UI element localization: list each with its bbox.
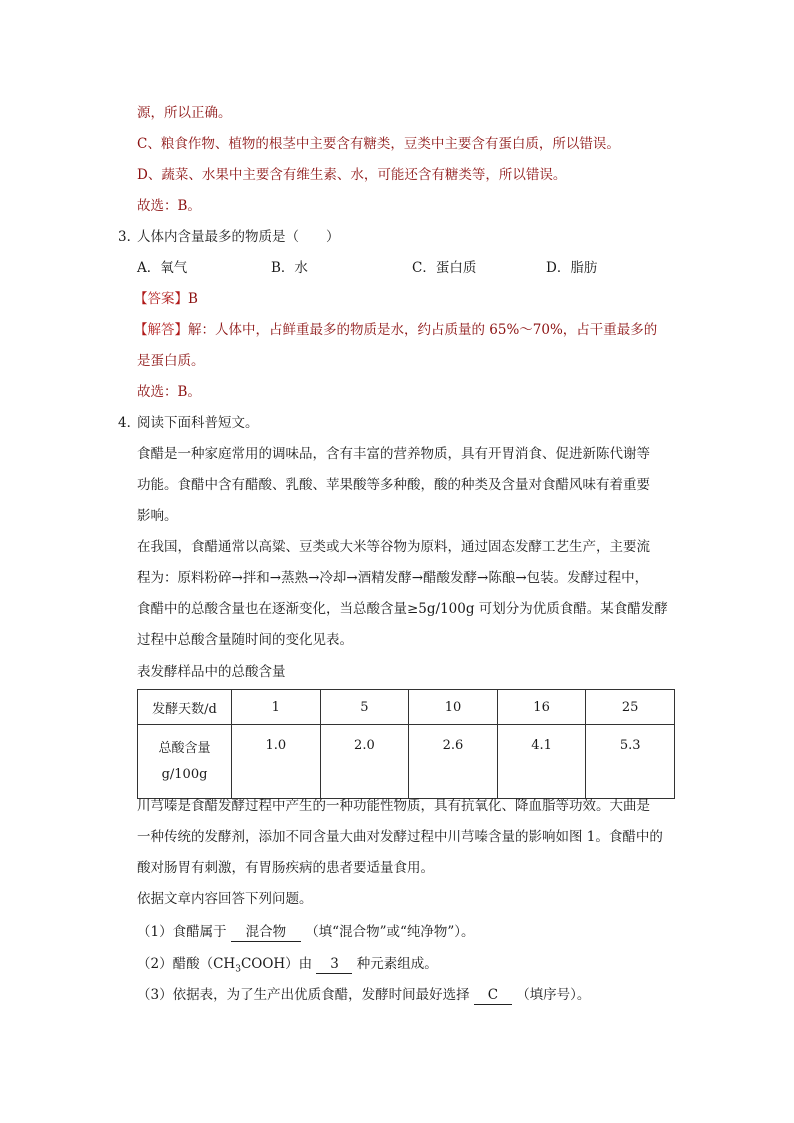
sub3-suffix: （填序号）。 [516, 987, 591, 1003]
sub2-prefix: （2）醋酸（CH [137, 956, 236, 972]
q4-para2-line-3: 食醋中的总酸含量也在逐渐变化，当总酸含量≥5g/100g 可划分为优质食醋。某食醋发酵 [137, 601, 668, 617]
prev-analysis-line-3: D、蔬菜、水果中主要含有维生素、水，可能还含有糖类等，所以错误。 [137, 167, 567, 183]
sub2-subscript: 3 [235, 964, 241, 975]
q4-para2-line-2: 程为：原料粉碎→拌和→蒸熟→冷却→酒精发酵→醋酸发酵→陈酿→包装。发酵过程中， [137, 570, 649, 586]
table-header-acid-label: 总酸含量 [158, 740, 211, 756]
q4-stem: 阅读下面科普短文。 [137, 415, 259, 431]
q4-para2-line-4: 过程中总酸含量随时间的变化见表。 [137, 632, 353, 648]
q3-analysis-line-2: 是蛋白质。 [137, 353, 205, 369]
sub2-formula-tail: COOH）由 [240, 956, 313, 972]
answer-tag: 【答案】 [134, 291, 188, 307]
table-cell-acid: 1.0 [232, 725, 321, 799]
table-cell-acid: 2.0 [320, 725, 409, 799]
q3-stem: 人体内含量最多的物质是（ ） [137, 229, 340, 245]
q4-number: 4． [118, 415, 141, 431]
q4-sub1 [137, 922, 475, 942]
sub2-answer-blank: 3 [316, 956, 352, 974]
analysis-text: 解：人体中，占鲜重最多的物质是水，约占质量的 65%～70%，占干重最多的 [188, 322, 658, 338]
sub3-prefix: （3）依据表，为了生产出优质食醋，发酵时间最好选择 [137, 987, 470, 1003]
prev-choose: 故选：B。 [137, 198, 201, 214]
table-caption: 表发酵样品中的总酸含量 [137, 664, 286, 680]
sub2-suffix: 种元素组成。 [356, 956, 438, 972]
table-cell-day: 1 [232, 690, 321, 725]
q4-para1-line-1: 食醋是一种家庭常用的调味品，含有丰富的营养物质，具有开胃消食、促进新陈代谢等 [137, 446, 650, 462]
q4-para3-line-3: 酸对肠胃有刺激，有胃肠疾病的患者要适量食用。 [137, 860, 434, 876]
q3-analysis-line-1 [134, 320, 657, 340]
q3-option-c: C．蛋白质 [412, 260, 477, 276]
q3-answer [134, 289, 198, 309]
table-cell-acid: 5.3 [586, 725, 675, 799]
q4-para3-line-2: 一种传统的发酵剂，添加不同含量大曲对发酵过程中川芎嗪含量的影响如图 1。食醋中的 [137, 829, 663, 845]
q4-para1-line-2: 功能。食醋中含有醋酸、乳酸、苹果酸等多种酸，酸的种类及含量对食醋风味有着重要 [137, 477, 650, 493]
q4-instruction: 依据文章内容回答下列问题。 [137, 891, 313, 907]
q4-sub2 [137, 954, 438, 980]
sub1-suffix: （填“混合物”或“纯净物”）。 [305, 924, 475, 940]
q3-number: 3． [118, 229, 141, 245]
q4-sub3 [137, 985, 590, 1005]
q3-option-d: D．脂肪 [546, 260, 598, 276]
sub3-answer-blank: C [474, 987, 512, 1005]
q3-choose: 故选：B。 [137, 384, 201, 400]
q3-option-a: A．氧气 [137, 260, 188, 276]
table-cell-day: 5 [320, 690, 409, 725]
sub1-prefix: （1）食醋属于 [137, 924, 227, 940]
answer-value: B [188, 291, 198, 307]
q4-para1-line-3: 影响。 [137, 508, 178, 524]
sub1-answer-blank: 混合物 [231, 924, 301, 942]
table-header-acid-unit: g/100g [161, 766, 208, 782]
q4-para2-line-1: 在我国，食醋通常以高粱、豆类或大米等谷物为原料，通过固态发酵工艺生产，主要流 [137, 539, 650, 555]
table-header-acid [138, 725, 232, 799]
table-cell-day: 16 [497, 690, 586, 725]
q3-option-b: B．水 [271, 260, 308, 276]
table-cell-day: 25 [586, 690, 675, 725]
q4-para3-line-1: 川芎嗪是食醋发酵过程中产生的一种功能性物质，具有抗氧化、降血脂等功效。大曲是 [137, 798, 650, 814]
prev-analysis-line-2: C、粮食作物、植物的根茎中主要含有糖类，豆类中主要含有蛋白质，所以错误。 [137, 136, 620, 152]
table-header-days: 发酵天数/d [138, 690, 232, 725]
prev-analysis-line-1: 源，所以正确。 [137, 105, 232, 121]
analysis-tag: 【解答】 [134, 322, 188, 338]
acid-content-table [137, 689, 675, 799]
table-cell-day: 10 [409, 690, 498, 725]
table-cell-acid: 2.6 [409, 725, 498, 799]
table-row-days [138, 690, 675, 725]
table-row-acid [138, 725, 675, 799]
table-cell-acid: 4.1 [497, 725, 586, 799]
